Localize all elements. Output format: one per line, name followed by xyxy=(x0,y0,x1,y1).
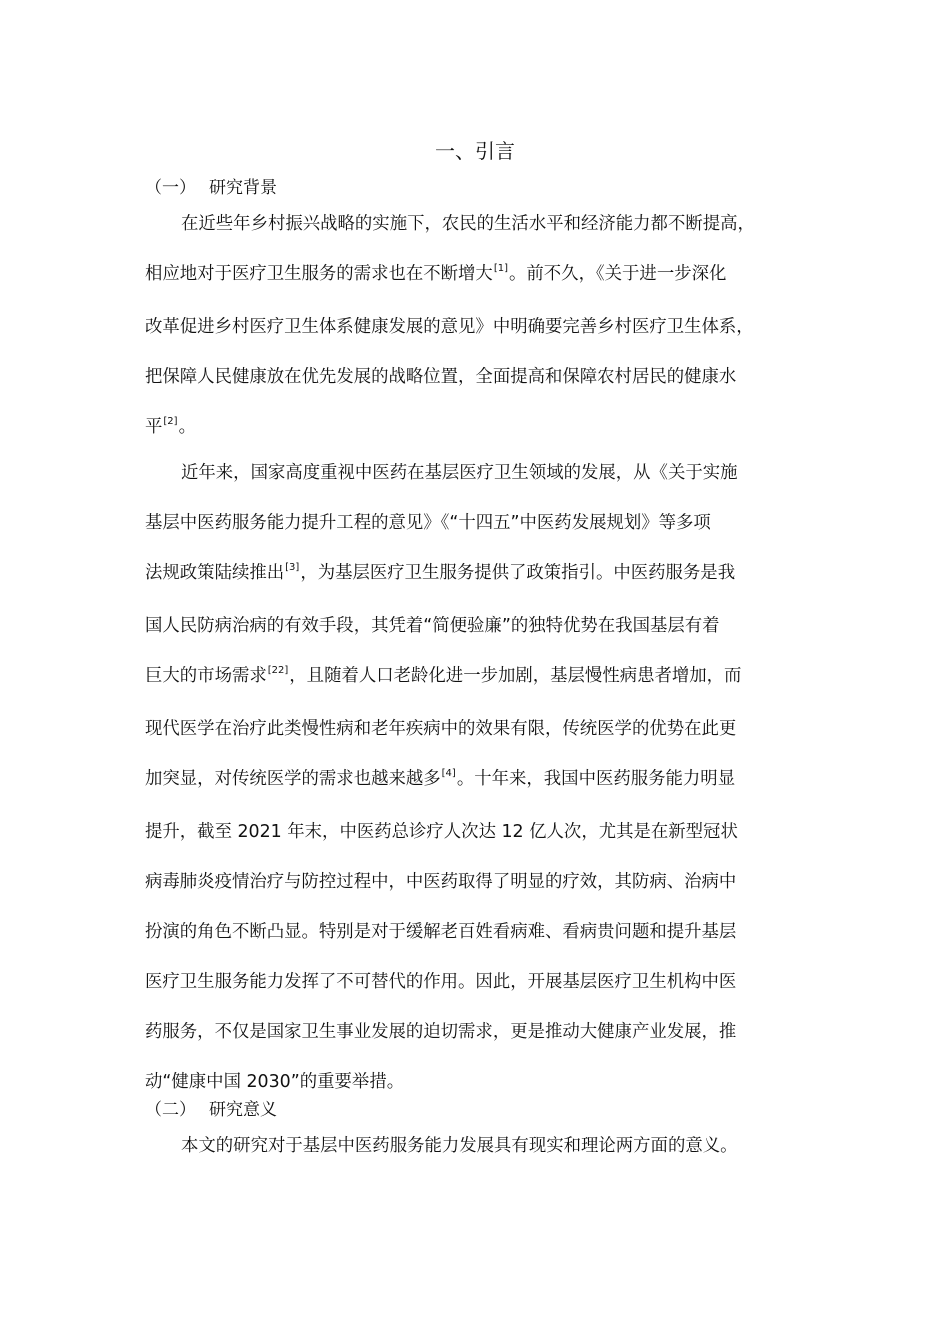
text-fragment: 。 xyxy=(178,417,196,437)
citation-22: [22] xyxy=(267,665,289,676)
citation-4: [4] xyxy=(441,768,456,779)
text-fragment: 加突显，对传统医学的需求也越来越多 xyxy=(145,769,441,789)
text-fragment: 。前不久，《关于进一步深化 xyxy=(509,264,727,284)
text-line: 药服务，不仅是国家卫生事业发展的迫切需求，更是推动大健康产业发展，推 xyxy=(145,1022,737,1042)
citation-1: [1] xyxy=(493,263,508,274)
text-line: 提升，截至 2021 年末，中医药总诊疗人次达 12 亿人次，尤其是在新型冠状 xyxy=(145,822,738,842)
text-line: 把保障人民健康放在优先发展的战略位置，全面提高和保障农村居民的健康水 xyxy=(145,367,737,387)
section-heading-background xyxy=(145,175,277,201)
text-line: 医疗卫生服务能力发挥了不可替代的作用。因此，开展基层医疗卫生机构中医 xyxy=(145,972,737,992)
citation-3: [3] xyxy=(285,562,300,573)
text-line xyxy=(145,651,810,704)
paragraph-background-2 xyxy=(145,448,810,1107)
text-fragment: 巨大的市场需求 xyxy=(145,666,267,686)
text-line: 在近些年乡村振兴战略的实施下，农民的生活水平和经济能力都不断提高， xyxy=(181,214,755,234)
section-title: 研究意义 xyxy=(209,1100,277,1120)
text-fragment: 相应地对于医疗卫生服务的需求也在不断增大 xyxy=(145,264,493,284)
text-line: 本文的研究对于基层中医药服务能力发展具有现实和理论两方面的意义。 xyxy=(181,1136,738,1156)
text-fragment: ，为基层医疗卫生服务提供了政策指引。中医药服务是我 xyxy=(300,563,736,583)
text-line: 动“健康中国 2030”的重要举措。 xyxy=(145,1072,405,1092)
text-line xyxy=(145,754,810,807)
text-line: 改革促进乡村医疗卫生体系健康发展的意见》中明确要完善乡村医疗卫生体系， xyxy=(145,317,754,337)
citation-2: [2] xyxy=(163,416,178,427)
paragraph-background-1 xyxy=(145,199,810,455)
text-line xyxy=(145,249,810,302)
text-line: 扮演的角色不断凸显。特别是对于缓解老百姓看病难、看病贵问题和提升基层 xyxy=(145,922,737,942)
text-fragment: 法规政策陆续推出 xyxy=(145,563,285,583)
text-fragment: 。十年来，我国中医药服务能力明显 xyxy=(456,769,736,789)
section-title: 研究背景 xyxy=(209,178,277,198)
text-line: 国人民防病治病的有效手段，其凭着“简便验廉”的独特优势在我国基层有着 xyxy=(145,616,720,636)
chapter-title: 一、引言 xyxy=(435,139,515,163)
text-line: 现代医学在治疗此类慢性病和老年疾病中的效果有限，传统医学的优势在此更 xyxy=(145,719,737,739)
section-number: （二） xyxy=(145,1100,196,1120)
text-fragment: 平 xyxy=(145,417,163,437)
section-heading-significance xyxy=(145,1097,277,1123)
section-number: （一） xyxy=(145,178,196,198)
text-line: 病毒肺炎疫情治疗与防控过程中，中医药取得了明显的疗效，其防病、治病中 xyxy=(145,872,737,892)
text-line xyxy=(145,548,810,601)
paragraph-significance xyxy=(145,1121,810,1171)
text-line: 近年来，国家高度重视中医药在基层医疗卫生领域的发展，从《关于实施 xyxy=(181,463,738,483)
text-fragment: ，且随着人口老龄化进一步加剧，基层慢性病患者增加，而 xyxy=(289,666,742,686)
text-line: 基层中医药服务能力提升工程的意见》《“十四五”中医药发展规划》等多项 xyxy=(145,513,711,533)
